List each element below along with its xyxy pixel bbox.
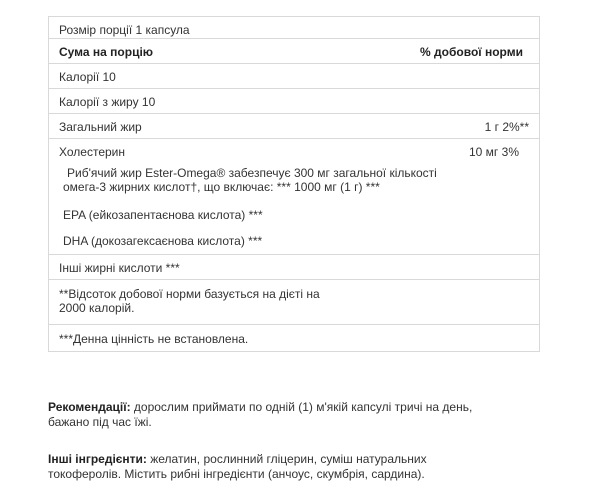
daily-value-header: % добової норми [420,45,523,59]
ingredients-line-1 [48,452,568,467]
other-fatty-acids-text: Інші жирні кислоти *** [59,261,180,275]
nutrition-facts-table [48,16,540,352]
dha-text: DHA (докозагексаєнова кислота) *** [63,234,263,248]
ingredients-line-2: токоферолів. Містить рибні інгредієнти (анчоус, скумбрія, сардина). [48,467,425,481]
cholesterol-value: 10 мг 3% [469,145,519,159]
fish-oil-line-1: Риб'ячий жир Ester-Omega® забезпечує 300 мг загальної кількості [67,166,437,180]
calories-text: Калорії 10 [59,70,116,84]
footnote-line-1: **Відсоток добової норми базується на дієті на [59,287,320,301]
serving-size-row [48,16,540,39]
ingredients-label: Інші інгредієнти: [48,452,147,466]
recommendations-label: Рекомендації: [48,400,131,414]
daily-value-note-row [48,325,540,352]
epa-row [48,201,540,228]
recommendations-line-2: бажано під час їжі. [48,415,152,429]
recommendations-paragraph [48,400,568,430]
daily-value-note-text: ***Денна цінність не встановлена. [59,332,249,346]
total-fat-label: Загальний жир [59,120,142,134]
recommendations-text-1: дорослим приймати по одній (1) м'якій капсулі тричі на день, [130,400,473,414]
footnote-line-2: 2000 калорій. [59,301,135,315]
cholesterol-label: Холестерин [59,145,125,159]
table-header-row [48,39,540,64]
other-fatty-acids-row [48,255,540,280]
cholesterol-row [48,139,540,161]
recommendations-line-1 [48,400,568,415]
ingredients-paragraph [48,452,568,482]
fish-oil-row [48,161,540,201]
fish-oil-line-2: омега-3 жирних кислот†, що включає: *** 1000 мг (1 г) *** [63,180,380,194]
footnote-row [48,280,540,325]
ingredients-text-1: желатин, рослинний гліцерин, суміш натуральних [146,452,427,466]
amount-per-serving-header: Сума на порцію [59,45,154,59]
calories-row [48,64,540,89]
epa-text: EPA (ейкозапентаєнова кислота) *** [63,208,263,222]
calories-from-fat-text: Калорії з жиру 10 [59,95,156,109]
serving-size-text: Розмір порції 1 капсула [59,23,190,37]
total-fat-value: 1 г 2%** [484,120,529,134]
calories-from-fat-row [48,89,540,114]
total-fat-row [48,114,540,139]
dha-row [48,228,540,255]
